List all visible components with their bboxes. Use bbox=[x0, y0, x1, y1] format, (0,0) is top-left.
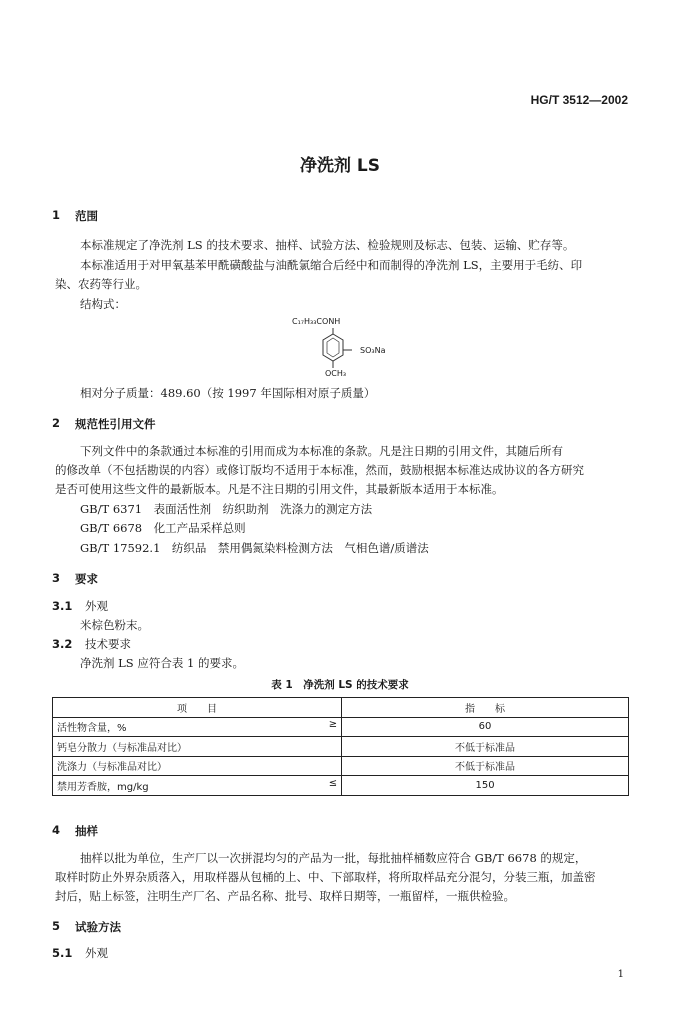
section-5-number: 5 bbox=[52, 919, 61, 933]
subsection-3-1-number: 3.1 bbox=[52, 599, 73, 613]
table-row bbox=[53, 756, 629, 776]
subsection-5-1-number: 5.1 bbox=[52, 946, 73, 960]
section-5-heading: 试验方法 bbox=[75, 920, 121, 934]
section-2-paragraph-a: 下列文件中的条款通过本标准的引用而成为本标准的条款。凡是注日期的引用文件，其随后所有 bbox=[80, 444, 563, 458]
row-item: 禁用芳香胺，mg/kg bbox=[57, 781, 149, 793]
reference-item: GB/T 6678 化工产品采样总则 bbox=[80, 521, 246, 535]
section-2-number: 2 bbox=[52, 416, 61, 430]
section-2-paragraph-c: 是否可使用这些文件的最新版本。凡是不注日期的引用文件，其最新版本适用于本标准。 bbox=[55, 482, 504, 496]
section-1-paragraph-2b: 染、农药等行业。 bbox=[55, 277, 147, 291]
structure-label: 结构式： bbox=[80, 297, 126, 311]
section-1-heading: 范围 bbox=[75, 209, 98, 223]
table-row bbox=[53, 717, 629, 737]
section-3-heading: 要求 bbox=[75, 572, 98, 586]
row-mark: ≥ bbox=[328, 719, 338, 731]
chem-bottom-group: OCH₃ bbox=[325, 369, 347, 378]
table-row bbox=[53, 737, 629, 757]
row-mark: ≤ bbox=[328, 777, 338, 789]
page-number: 1 bbox=[617, 969, 624, 980]
section-3-number: 3 bbox=[52, 571, 61, 585]
column-header-index: 指 标 bbox=[342, 698, 629, 718]
section-4-heading: 抽样 bbox=[75, 824, 98, 838]
requirements-table bbox=[52, 697, 629, 796]
subsection-5-1-heading: 外观 bbox=[85, 946, 108, 960]
row-value: 不低于标准品 bbox=[342, 756, 629, 776]
section-1-paragraph-2a: 本标准适用于对甲氧基苯甲酰磺酸盐与油酰氯缩合后经中和而制得的净洗剂 LS，主要用于毛纺、印 bbox=[80, 258, 583, 272]
row-item: 钙皂分散力（与标准品对比） bbox=[57, 742, 187, 754]
section-4-number: 4 bbox=[52, 823, 61, 837]
subsection-3-2-heading: 技术要求 bbox=[85, 637, 131, 651]
row-value: 60 bbox=[342, 717, 629, 737]
row-item: 洗涤力（与标准品对比） bbox=[57, 762, 167, 774]
table-row bbox=[53, 776, 629, 796]
reference-item: GB/T 17592.1 纺织品 禁用偶氮染料检测方法 气相色谱/质谱法 bbox=[80, 541, 429, 555]
row-item: 活性物含量，% bbox=[57, 723, 127, 735]
chem-top-group: C₁₇H₃₃CONH bbox=[292, 317, 341, 326]
molecular-mass: 相对分子质量：489.60（按 1997 年国际相对原子质量） bbox=[80, 386, 376, 400]
section-4-paragraph-a: 抽样以批为单位，生产厂以一次拼混均匀的产品为一批，每批抽样桶数应符合 GB/T 6678 的规定， bbox=[80, 851, 587, 865]
column-header-item: 项 目 bbox=[53, 698, 342, 718]
section-2-heading: 规范性引用文件 bbox=[75, 417, 156, 431]
reference-item: GB/T 6371 表面活性剂 纺织助剂 洗涤力的测定方法 bbox=[80, 502, 373, 516]
row-value: 不低于标准品 bbox=[342, 737, 629, 757]
section-4-paragraph-c: 封后，贴上标签，注明生产厂名、产品名称、批号、取样日期等，一瓶留样，一瓶供检验。 bbox=[55, 889, 515, 903]
benzene-ring-icon bbox=[322, 328, 356, 370]
subsection-3-2-number: 3.2 bbox=[52, 637, 73, 651]
page-title: 净洗剂 LS bbox=[300, 156, 380, 176]
section-4-paragraph-b: 取样时防止外界杂质落入，用取样器从包桶的上、中、下部取样，将所取样品充分混匀，分装三瓶，加盖密 bbox=[55, 870, 596, 884]
section-1-number: 1 bbox=[52, 208, 61, 222]
row-value: 150 bbox=[342, 776, 629, 796]
standard-code: HG/T 3512—2002 bbox=[530, 93, 628, 107]
table-caption: 表 1 净洗剂 LS 的技术要求 bbox=[271, 679, 409, 691]
section-2-paragraph-b: 的修改单（不包括勘误的内容）或修订版均不适用于本标准，然而，鼓励根据本标准达成协议的各方研究 bbox=[55, 463, 584, 477]
subsection-3-1-heading: 外观 bbox=[85, 599, 108, 613]
section-1-paragraph-1: 本标准规定了净洗剂 LS 的技术要求、抽样、试验方法、检验规则及标志、包装、运输、贮存等。 bbox=[80, 238, 575, 252]
chem-right-group: SO₃Na bbox=[360, 346, 386, 355]
appearance-text: 米棕色粉末。 bbox=[80, 618, 149, 632]
requirement-text: 净洗剂 LS 应符合表 1 的要求。 bbox=[80, 656, 244, 670]
table-header-row bbox=[53, 698, 629, 718]
